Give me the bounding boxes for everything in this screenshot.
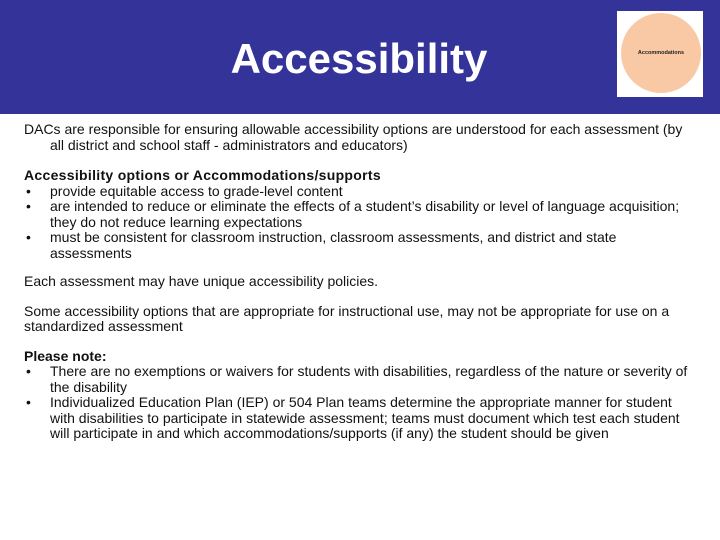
accommodations-badge bbox=[621, 13, 701, 93]
bullet-icon: • bbox=[26, 394, 31, 410]
page-title: Accessibility bbox=[230, 35, 488, 82]
list-item: • provide equitable access to grade-level content bbox=[26, 182, 343, 199]
list-item: • There are no exemptions or waivers for students with disabilities, regardless of the nature or severity of the disability bbox=[26, 363, 688, 395]
options-heading: Accessibility options or Accommodations/supports bbox=[24, 167, 381, 183]
policies-paragraph: Each assessment may have unique accessibility policies. bbox=[24, 273, 379, 289]
bullet-icon: • bbox=[26, 229, 31, 245]
note-list bbox=[24, 364, 694, 442]
title-banner bbox=[0, 0, 720, 114]
slide-body bbox=[24, 122, 694, 442]
list-item: • are intended to reduce or eliminate the effects of a student’s disability or level of language acquisition; they do not reduce learning expectations bbox=[26, 198, 680, 230]
note-heading: Please note: bbox=[24, 347, 107, 364]
bullet-icon: • bbox=[26, 198, 31, 214]
standardized-paragraph: Some accessibility options that are appropriate for instructional use, may not be appropriate for use on a standardized assessment bbox=[24, 302, 670, 334]
badge-label: Accommodations bbox=[637, 50, 685, 56]
intro-paragraph: DACs are responsible for ensuring allowable accessibility options are understood for each assessment (by all district and school staff - administrators and educators) bbox=[24, 121, 683, 153]
options-list bbox=[24, 184, 694, 262]
badge-frame bbox=[617, 11, 703, 97]
list-item: • Individualized Education Plan (IEP) or 504 Plan teams determine the appropriate manner for student with disabilities to participate in statewide assessment; teams must document which test each student will participate in and which accommodations/supports (if any) the student should be given bbox=[26, 394, 680, 441]
bullet-icon: • bbox=[26, 363, 31, 379]
list-item: • must be consistent for classroom instruction, classroom assessments, and district and state assessments bbox=[26, 229, 617, 261]
bullet-icon: • bbox=[26, 182, 31, 199]
